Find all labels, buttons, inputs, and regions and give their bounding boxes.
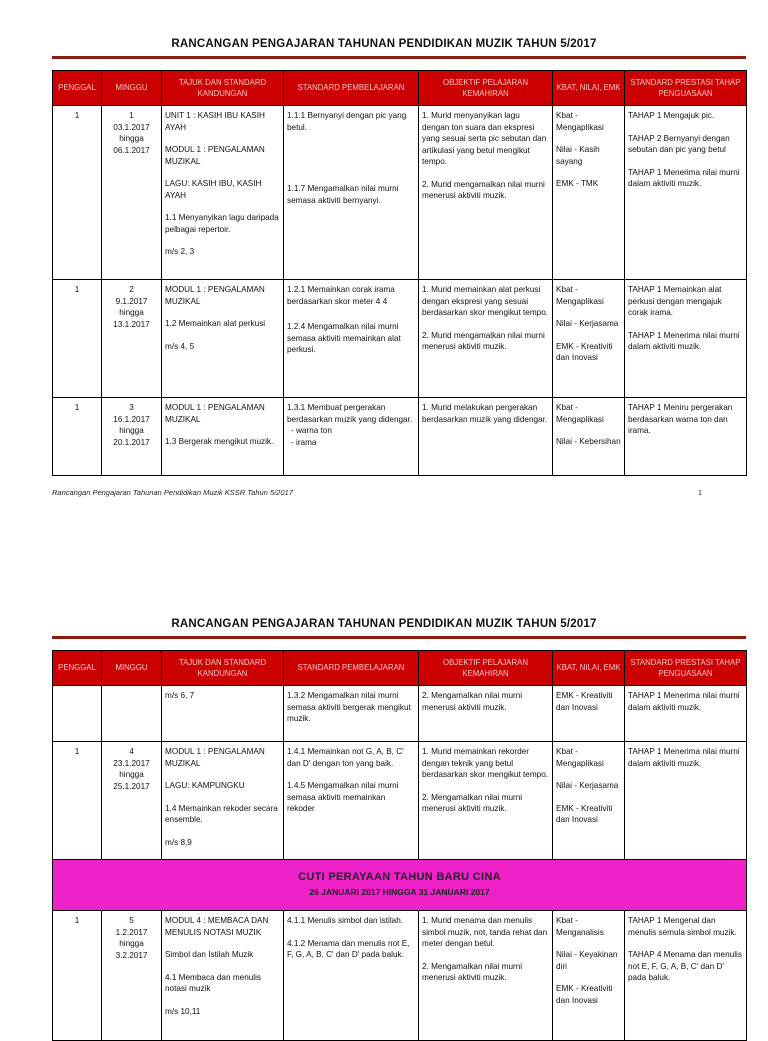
sp-cell xyxy=(284,398,419,476)
week-start: 16.1.2017 xyxy=(113,414,150,424)
tajuk-line: MODUL 1 : PENGALAMAN MUZIKAL xyxy=(165,145,265,166)
prestasi-cell xyxy=(625,686,747,742)
sp-cell xyxy=(284,911,419,1041)
objektif-cell xyxy=(419,280,553,398)
header-standard-pembelajaran: STANDARD PEMBELAJARAN xyxy=(284,651,419,686)
kbat-line: Kbat - Mengaplikasi xyxy=(556,111,604,132)
kbat-line: Kbat - Mengaplikasi xyxy=(556,747,604,768)
tajuk-line: m/s 4, 5 xyxy=(165,341,195,351)
objektif-line: 2. Mengamalkan nilai murni menerusi aktiviti muzik. xyxy=(422,961,523,982)
kbat-line: Kbat - Mengaplikasi xyxy=(556,285,604,306)
tajuk-line: 1.1 Menyanyikan lagu daripada pelbagai repertoir. xyxy=(165,213,279,234)
penggal-cell: 1 xyxy=(53,742,102,860)
header-prestasi: STANDARD PRESTASI TAHAP PENGUASAAN xyxy=(625,71,747,106)
objektif-cell xyxy=(419,911,553,1041)
penggal-cell xyxy=(53,686,102,742)
header-tajuk: TAJUK DAN STANDARD KANDUNGAN xyxy=(162,651,284,686)
kbat-cell xyxy=(553,686,625,742)
objektif-cell xyxy=(419,742,553,860)
penggal-cell: 1 xyxy=(53,106,102,280)
header-penggal: PENGGAL xyxy=(53,71,102,106)
kbat-cell xyxy=(553,398,625,476)
prestasi-cell xyxy=(625,911,747,1041)
header-standard-pembelajaran: STANDARD PEMBELAJARAN xyxy=(284,71,419,106)
sp-line: 1.1.1 Bernyanyi dengan pic yang betul. xyxy=(287,111,407,132)
table-row xyxy=(53,911,747,1041)
header-row xyxy=(53,71,747,106)
minggu-cell xyxy=(102,911,162,1041)
footer xyxy=(52,488,746,497)
week-end: 3.2.2017 xyxy=(115,950,148,960)
sp-line: 1.3.2 Mengamalkan nilai murni semasa aktiviti bergerak mengikut muzik. xyxy=(287,691,411,723)
kbat-cell xyxy=(553,280,625,398)
minggu-cell xyxy=(102,686,162,742)
tajuk-line: Simbol dan Istilah Muzik xyxy=(165,950,254,959)
header-objektif: OBJEKTIF PELAJARAN KEMAHIRAN xyxy=(419,71,553,106)
header-objektif: OBJEKTIF PELAJARAN KEMAHIRAN xyxy=(419,651,553,686)
header-minggu: MINGGU xyxy=(102,651,162,686)
prestasi-line: TAHAP 1 Mengenal dan menulis semula simbol muzik. xyxy=(628,916,737,937)
prestasi-line: TAHAP 1 Menerima nilai murni dalam aktiviti muzik. xyxy=(628,330,740,351)
week-number: 5 xyxy=(129,916,134,925)
tajuk-line: MODUL 1 : PENGALAMAN MUZIKAL xyxy=(165,403,265,424)
kbat-line: EMK - TMK xyxy=(556,179,599,188)
week-number: 3 xyxy=(129,403,134,412)
kbat-cell xyxy=(553,742,625,860)
tajuk-line: m/s 2, 3 xyxy=(165,247,195,256)
kbat-line: EMK - Kreativiti dan Inovasi xyxy=(556,341,613,362)
table-row xyxy=(53,398,747,476)
prestasi-line: TAHAP 1 Meniru pergerakan berdasarkan warna ton dan irama. xyxy=(628,403,733,435)
objektif-line: 1. Murid menyanyikan lagu dengan ton suara dan ekspresi yang sesuai serta pic sebutan dan artikulasi yang betul mengikut tempo. xyxy=(422,111,547,166)
week-end: 13.1.2017 xyxy=(113,319,150,329)
tajuk-line: 1.2 Memainkan alat perkusi xyxy=(165,319,266,328)
prestasi-line: TAHAP 2 Bernyanyi dengan sebutan dan pic yang betul xyxy=(628,133,730,154)
sp-line: 4.1.1 Menulis simbol dan istilah. xyxy=(287,916,404,925)
sp-line: 1.4.5 Mengamalkan nilai murni semasa aktiviti memainkan rekoder xyxy=(287,781,399,813)
holiday-banner xyxy=(53,860,747,911)
sp-line: 1.1.7 Mengamalkan nilai murni semasa aktiviti bernyanyi. xyxy=(287,184,399,205)
tajuk-line: MODUL 4 : MEMBACA DAN MENULIS NOTASI MUZIK xyxy=(165,916,269,937)
kbat-line: Nilai - Keyakinan diri xyxy=(556,950,618,971)
kbat-line: Kbat - Menganalisis xyxy=(556,916,604,937)
sp-line: 1.4.1 Memainkan not G, A, B, C' dan D' dengan ton yang baik. xyxy=(287,747,404,768)
minggu-cell xyxy=(102,106,162,280)
header-tajuk: TAJUK DAN STANDARD KANDUNGAN xyxy=(162,71,284,106)
tajuk-line: 4.1 Membaca dan menulis notasi muzik xyxy=(165,972,262,993)
rpt-table xyxy=(52,650,747,1041)
kbat-cell xyxy=(553,106,625,280)
penggal-cell: 1 xyxy=(53,911,102,1041)
sp-line: 1.2.1 Memainkan corak irama berdasarkan skor meter 4 4 xyxy=(287,285,395,306)
tajuk-cell xyxy=(162,106,284,280)
objektif-line: 1. Murid memainkan alat perkusi dengan ekspresi yang sesuai berdasarkan skor mengikut tempo. xyxy=(422,285,549,317)
table-row xyxy=(53,106,747,280)
minggu-cell xyxy=(102,398,162,476)
week-start: 9.1.2017 xyxy=(115,296,148,306)
objektif-line: 1. Murid memainkan rekorder dengan teknik yang betul berdasarkan skor mengikut tempo. xyxy=(422,747,549,779)
header-penggal: PENGGAL xyxy=(53,651,102,686)
header-prestasi: STANDARD PRESTASI TAHAP PENGUASAAN xyxy=(625,651,747,686)
page-title: RANCANGAN PENGAJARAN TAHUNAN PENDIDIKAN MUZIK TAHUN 5/2017 xyxy=(171,38,597,50)
prestasi-line: TAHAP 1 Menerima nilai murni dalam aktiviti muzik. xyxy=(628,691,740,712)
objektif-line: 2. Murid mengamalkan nilai murni menerusi aktiviti muzik. xyxy=(422,179,545,200)
table-row xyxy=(53,742,747,860)
week-hingga: hingga xyxy=(119,134,144,143)
kbat-line: Nilai - Kasih sayang xyxy=(556,145,600,166)
sp-list xyxy=(287,425,415,448)
sp-cell xyxy=(284,742,419,860)
tajuk-cell xyxy=(162,911,284,1041)
title-rule xyxy=(52,636,746,639)
tajuk-line: LAGU: KASIH IBU, KASIH AYAH xyxy=(165,179,262,200)
penggal-cell: 1 xyxy=(53,280,102,398)
week-end: 06.1.2017 xyxy=(113,145,150,155)
kbat-line: EMK - Kreativiti dan Inovasi xyxy=(556,803,613,824)
prestasi-line: TAHAP 4 Menama dan menulis not E, F, G, A, B, C' dan D' pada baluk. xyxy=(628,950,742,982)
minggu-cell xyxy=(102,280,162,398)
kbat-line: Nilai - Kerjasama xyxy=(556,781,619,790)
objektif-cell xyxy=(419,686,553,742)
prestasi-line: TAHAP 1 Menerima nilai murni dalam aktiviti muzik. xyxy=(628,167,740,188)
tajuk-cell xyxy=(162,742,284,860)
week-end: 25.1.2017 xyxy=(113,781,150,791)
kbat-line: Nilai - Kerjasama xyxy=(556,319,619,328)
tajuk-line: m/s 8,9 xyxy=(165,837,192,847)
objektif-line: 1. Murid menama dan menulis simbol muzik, not, tanda rehat dan meter dengan betul. xyxy=(422,916,548,948)
holiday-row xyxy=(53,860,747,911)
kbat-cell xyxy=(553,911,625,1041)
objektif-cell xyxy=(419,398,553,476)
week-number: 4 xyxy=(129,747,134,756)
header-row xyxy=(53,651,747,686)
minggu-cell xyxy=(102,742,162,860)
sp-line: 1.3.1 Membuat pergerakan berdasarkan muzik yang didengar. xyxy=(287,403,413,424)
rpt-table xyxy=(52,70,747,476)
kbat-line: EMK - Kreativiti dan Inovasi xyxy=(556,691,613,712)
page-number: 1 xyxy=(697,488,702,497)
week-hingga: hingga xyxy=(119,426,144,435)
objektif-line: 2. Murid mengamalkan nilai murni menerusi aktiviti muzik. xyxy=(422,330,545,351)
prestasi-cell xyxy=(625,280,747,398)
prestasi-cell xyxy=(625,106,747,280)
table-row xyxy=(53,686,747,742)
footer-text: Rancangan Pengajaran Tahunan Pendidikan Muzik KSSR Tahun 5/2017 xyxy=(52,488,293,497)
objektif-line: 2. Mengamalkan nilai murni menerusi aktiviti muzik. xyxy=(422,691,523,712)
week-hingga: hingga xyxy=(119,308,144,317)
week-number: 2 xyxy=(129,285,134,294)
week-start: 1.2.2017 xyxy=(115,927,148,937)
tajuk-line: m/s 10,11 xyxy=(165,1006,201,1016)
objektif-cell xyxy=(419,106,553,280)
tajuk-line: 1.4 Memainkan rekoder secara ensemble. xyxy=(165,803,278,824)
page-title: RANCANGAN PENGAJARAN TAHUNAN PENDIDIKAN MUZIK TAHUN 5/2017 xyxy=(171,618,597,630)
tajuk-line: 1.3 Bergerak mengikut muzik. xyxy=(165,437,274,446)
week-hingga: hingga xyxy=(119,939,144,948)
holiday-title: CUTI PERAYAAN TAHUN BARU CINA xyxy=(298,871,501,883)
tajuk-line: LAGU: KAMPUNGKU xyxy=(165,781,245,790)
week-start: 23.1.2017 xyxy=(113,758,150,768)
list-item: - warna ton xyxy=(291,426,332,435)
title-rule xyxy=(52,56,746,59)
kbat-line: Kbat - Mengaplikasi xyxy=(556,403,604,424)
sp-cell xyxy=(284,686,419,742)
header-minggu: MINGGU xyxy=(102,71,162,106)
prestasi-cell xyxy=(625,398,747,476)
sp-line: 4.1.2 Menama dan menulis not E, F, G, A, B, C' dan D' pada baluk. xyxy=(287,938,410,959)
prestasi-cell xyxy=(625,742,747,860)
header-kbat: KBAT, NILAI, EMK xyxy=(553,71,625,106)
tajuk-cell xyxy=(162,280,284,398)
week-end: 20.1.2017 xyxy=(113,437,150,447)
list-item: - irama xyxy=(291,437,317,447)
sp-line: 1.2.4 Mengamalkan nilai murni semasa aktiviti memainkan alat perkusi. xyxy=(287,322,401,354)
tajuk-line: MODUL 1 : PENGALAMAN MUZIKAL xyxy=(165,285,265,306)
tajuk-cell xyxy=(162,686,284,742)
week-number: 1 xyxy=(129,111,134,120)
tajuk-cell xyxy=(162,398,284,476)
prestasi-line: TAHAP 1 Mengajuk pic. xyxy=(628,111,715,120)
sp-cell xyxy=(284,106,419,280)
tajuk-line: UNIT 1 : KASIH IBU KASIH AYAH xyxy=(165,111,265,132)
tajuk-line: MODUL 1 : PENGALAMAN MUZIKAL xyxy=(165,747,265,768)
kbat-line: EMK - Kreativiti dan Inovasi xyxy=(556,984,613,1005)
header-kbat: KBAT, NILAI, EMK xyxy=(553,651,625,686)
kbat-line: Nilai - Kebersihan xyxy=(556,437,621,446)
week-hingga: hingga xyxy=(119,770,144,779)
prestasi-line: TAHAP 1 Memainkan alat perkusi dengan mengajuk corak irama. xyxy=(628,285,722,317)
table-row xyxy=(53,280,747,398)
objektif-line: 2. Mengamalkan nilai murni menerusi aktiviti muzik. xyxy=(422,792,523,813)
holiday-dates: 26 JANUARI 2017 HINGGA 31 JANUARI 2017 xyxy=(309,886,490,897)
penggal-cell: 1 xyxy=(53,398,102,476)
objektif-line: 1. Murid melakukan pergerakan berdasarkan muzik yang didengar. xyxy=(422,403,548,424)
sp-cell xyxy=(284,280,419,398)
week-start: 03.1.2017 xyxy=(113,122,150,132)
tajuk-line: m/s 6, 7 xyxy=(165,691,195,700)
prestasi-line: TAHAP 1 Menerima nilai murni dalam aktiviti muzik. xyxy=(628,747,740,768)
